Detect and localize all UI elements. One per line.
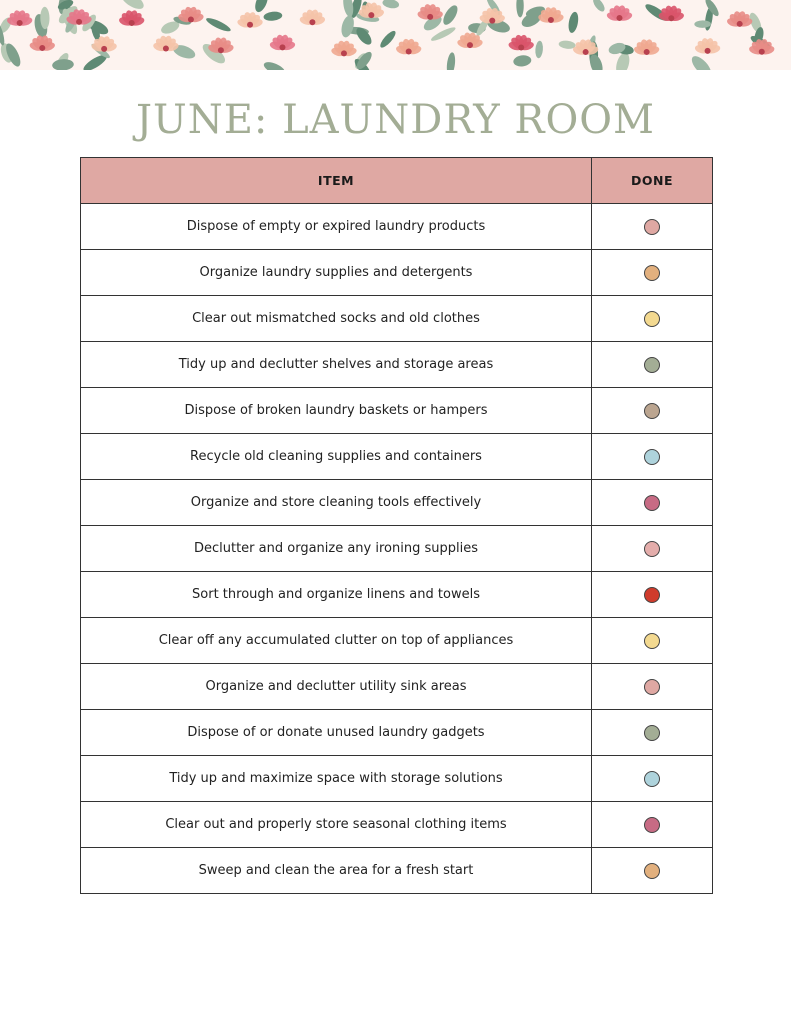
done-cell	[592, 296, 713, 342]
done-column-header: DONE	[592, 158, 713, 204]
table-row	[81, 710, 713, 756]
done-checkbox-icon[interactable]	[644, 633, 660, 649]
item-label: Organize laundry supplies and detergents	[81, 250, 592, 296]
table-row	[81, 572, 713, 618]
done-cell	[592, 848, 713, 894]
done-cell	[592, 342, 713, 388]
item-label: Clear off any accumulated clutter on top of appliances	[81, 618, 592, 664]
done-cell	[592, 572, 713, 618]
checklist-table	[80, 157, 713, 894]
table-row	[81, 388, 713, 434]
item-label: Sort through and organize linens and towels	[81, 572, 592, 618]
floral-pattern-icon	[0, 0, 791, 70]
done-checkbox-icon[interactable]	[644, 725, 660, 741]
done-checkbox-icon[interactable]	[644, 403, 660, 419]
done-cell	[592, 618, 713, 664]
item-label: Declutter and organize any ironing supplies	[81, 526, 592, 572]
page-title: JUNE: LAUNDRY ROOM	[135, 97, 656, 143]
item-label: Dispose of broken laundry baskets or hampers	[81, 388, 592, 434]
done-cell	[592, 480, 713, 526]
table-row	[81, 434, 713, 480]
floral-banner	[0, 0, 791, 70]
done-cell	[592, 204, 713, 250]
item-label: Organize and declutter utility sink areas	[81, 664, 592, 710]
item-label: Recycle old cleaning supplies and containers	[81, 434, 592, 480]
done-cell	[592, 434, 713, 480]
done-checkbox-icon[interactable]	[644, 817, 660, 833]
table-row	[81, 526, 713, 572]
done-checkbox-icon[interactable]	[644, 863, 660, 879]
done-cell	[592, 756, 713, 802]
table-row	[81, 250, 713, 296]
done-checkbox-icon[interactable]	[644, 219, 660, 235]
done-checkbox-icon[interactable]	[644, 357, 660, 373]
done-checkbox-icon[interactable]	[644, 679, 660, 695]
table-row	[81, 618, 713, 664]
table-row	[81, 664, 713, 710]
item-label: Sweep and clean the area for a fresh start	[81, 848, 592, 894]
item-label: Dispose of or donate unused laundry gadgets	[81, 710, 592, 756]
done-checkbox-icon[interactable]	[644, 449, 660, 465]
table-header-row	[81, 158, 713, 204]
table-row	[81, 802, 713, 848]
done-cell	[592, 526, 713, 572]
item-label: Dispose of empty or expired laundry products	[81, 204, 592, 250]
done-cell	[592, 802, 713, 848]
done-cell	[592, 710, 713, 756]
item-label: Tidy up and maximize space with storage solutions	[81, 756, 592, 802]
item-label: Clear out and properly store seasonal clothing items	[81, 802, 592, 848]
table-row	[81, 296, 713, 342]
done-checkbox-icon[interactable]	[644, 771, 660, 787]
done-checkbox-icon[interactable]	[644, 587, 660, 603]
table-row	[81, 480, 713, 526]
done-cell	[592, 388, 713, 434]
done-checkbox-icon[interactable]	[644, 495, 660, 511]
item-label: Clear out mismatched socks and old clothes	[81, 296, 592, 342]
table-row	[81, 756, 713, 802]
table-row	[81, 848, 713, 894]
item-column-header: ITEM	[81, 158, 592, 204]
table-row	[81, 342, 713, 388]
done-cell	[592, 664, 713, 710]
item-label: Tidy up and declutter shelves and storage areas	[81, 342, 592, 388]
done-cell	[592, 250, 713, 296]
done-checkbox-icon[interactable]	[644, 265, 660, 281]
done-checkbox-icon[interactable]	[644, 311, 660, 327]
done-checkbox-icon[interactable]	[644, 541, 660, 557]
item-label: Organize and store cleaning tools effectively	[81, 480, 592, 526]
table-row	[81, 204, 713, 250]
